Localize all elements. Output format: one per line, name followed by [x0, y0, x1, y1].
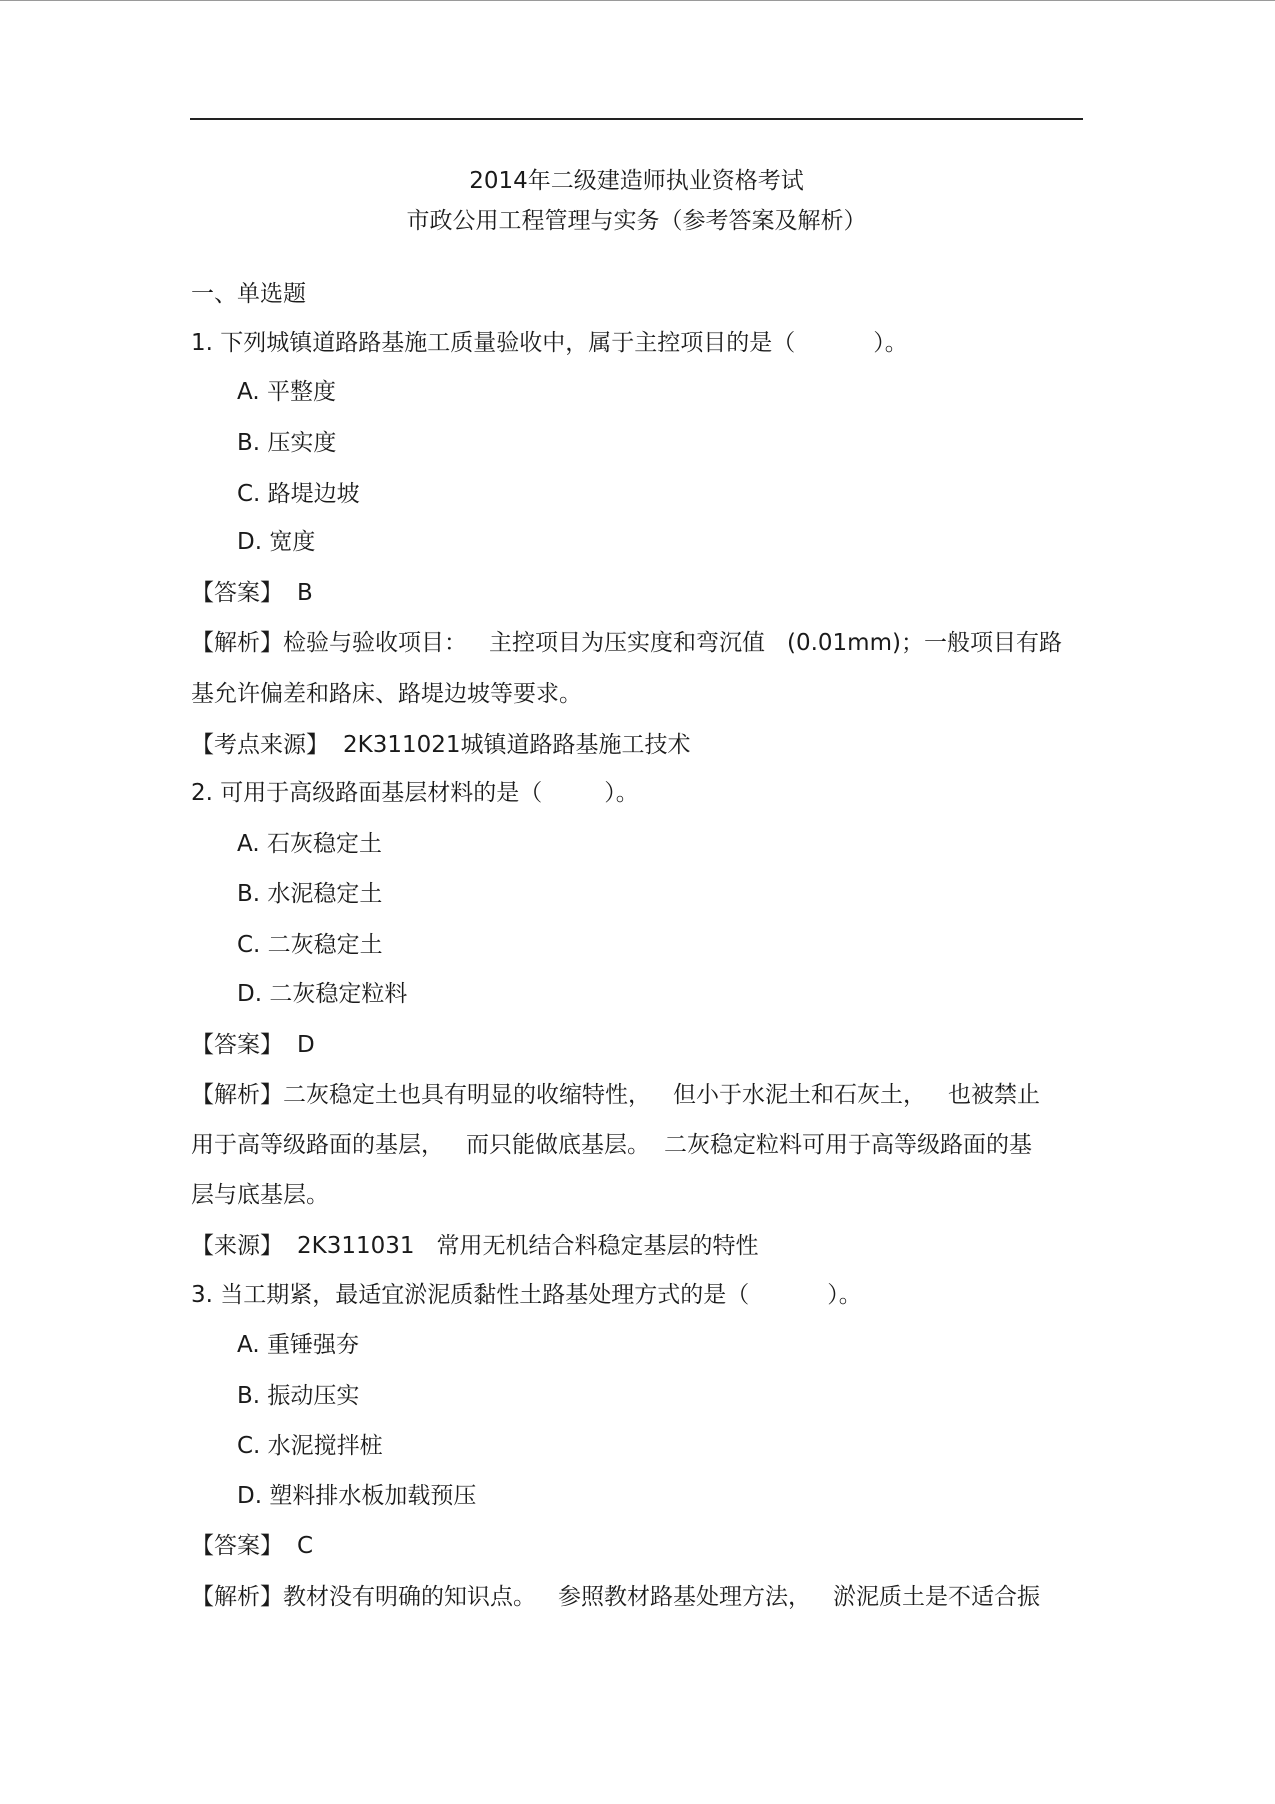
- document-title: 2014年二级建造师执业资格考试: [469, 168, 804, 194]
- question-stem-text: 3. 当工期紧，最适宜淤泥质黏性土路基处理方式的是（: [191, 1282, 750, 1308]
- answer-label: 【答案】: [191, 1533, 283, 1559]
- question-2-source: [191, 1231, 759, 1261]
- analysis-text: 二灰稳定粒料可用于高等级路面的基: [664, 1132, 1032, 1158]
- question-1-analysis-line-2: 基允许偏差和路床、路堤边坡等要求。: [191, 681, 582, 707]
- analysis-text: 二灰稳定土也具有明显的收缩特性，: [283, 1082, 651, 1108]
- question-stem-text: 2. 可用于高级路面基层材料的是（: [191, 780, 543, 806]
- question-2-answer: [191, 1030, 315, 1060]
- question-1-option-a: A. 平整度: [237, 379, 336, 405]
- question-1-stem: [191, 328, 908, 358]
- question-3-analysis-line-1: [191, 1582, 1040, 1612]
- question-3-option-b: B. 振动压实: [237, 1383, 360, 1409]
- question-3-option-a: A. 重锤强夯: [237, 1332, 359, 1358]
- question-3-option-d: D. 塑料排水板加载预压: [237, 1483, 477, 1509]
- question-1-option-b: B. 压实度: [237, 430, 337, 456]
- question-1-analysis-line-1: [191, 628, 1062, 658]
- question-stem-text: 1. 下列城镇道路路基施工质量验收中，属于主控项目的是（: [191, 330, 796, 356]
- question-stem-end: ）。: [604, 780, 639, 806]
- section-heading: 一、单选题: [191, 281, 306, 307]
- question-2-option-a: A. 石灰稳定土: [237, 831, 382, 857]
- analysis-text: 教材没有明确的知识点。: [283, 1584, 536, 1610]
- document-subtitle: 市政公用工程管理与实务（参考答案及解析）: [406, 208, 867, 234]
- analysis-label: 【解析】: [191, 1584, 283, 1610]
- question-1-source: [191, 730, 691, 760]
- source-value: 2K311021城镇道路路基施工技术: [343, 732, 691, 758]
- source-value: 常用无机结合料稳定基层的特性: [436, 1233, 759, 1259]
- header-rule: [190, 118, 1083, 120]
- question-2-analysis-line-2: [191, 1130, 1032, 1160]
- answer-value: B: [297, 580, 313, 606]
- analysis-text: 参照教材路基处理方法，: [558, 1584, 811, 1610]
- analysis-text: 主控项目为压实度和弯沉值: [489, 630, 765, 656]
- question-stem-end: ）。: [873, 330, 908, 356]
- question-3-option-c: C. 水泥搅拌桩: [237, 1433, 383, 1459]
- question-1-answer: [191, 578, 313, 608]
- analysis-text: 淤泥质土是不适合振: [833, 1584, 1040, 1610]
- question-2-analysis-line-3: 层与底基层。: [191, 1182, 329, 1208]
- question-2-analysis-line-1: [191, 1080, 1040, 1110]
- question-2-stem: [191, 778, 639, 808]
- source-code: 2K311031: [297, 1233, 415, 1259]
- analysis-text: 检验与验收项目：: [283, 630, 467, 656]
- question-3-stem: [191, 1280, 862, 1310]
- analysis-text: 用于高等级路面的基层，: [191, 1132, 444, 1158]
- answer-label: 【答案】: [191, 580, 283, 606]
- analysis-text: 也被禁止: [948, 1082, 1040, 1108]
- question-3-answer: [191, 1531, 313, 1561]
- analysis-label: 【解析】: [191, 630, 283, 656]
- question-2-option-d: D. 二灰稳定粒料: [237, 981, 408, 1007]
- analysis-text: 但小于水泥土和石灰土，: [673, 1082, 926, 1108]
- analysis-label: 【解析】: [191, 1082, 283, 1108]
- analysis-text: (0.01mm)；一般项目有路: [787, 630, 1062, 656]
- question-2-option-b: B. 水泥稳定土: [237, 881, 383, 907]
- answer-value: C: [297, 1533, 314, 1559]
- question-1-option-d: D. 宽度: [237, 529, 316, 555]
- question-1-option-c: C. 路堤边坡: [237, 481, 360, 507]
- analysis-text: 而只能做底基层。: [466, 1132, 650, 1158]
- question-stem-end: ）。: [827, 1282, 862, 1308]
- answer-value: D: [297, 1032, 315, 1058]
- answer-label: 【答案】: [191, 1032, 283, 1058]
- page-top-border: [0, 0, 1275, 1]
- source-label: 【来源】: [191, 1233, 283, 1259]
- question-2-option-c: C. 二灰稳定土: [237, 932, 383, 958]
- source-label: 【考点来源】: [191, 732, 329, 758]
